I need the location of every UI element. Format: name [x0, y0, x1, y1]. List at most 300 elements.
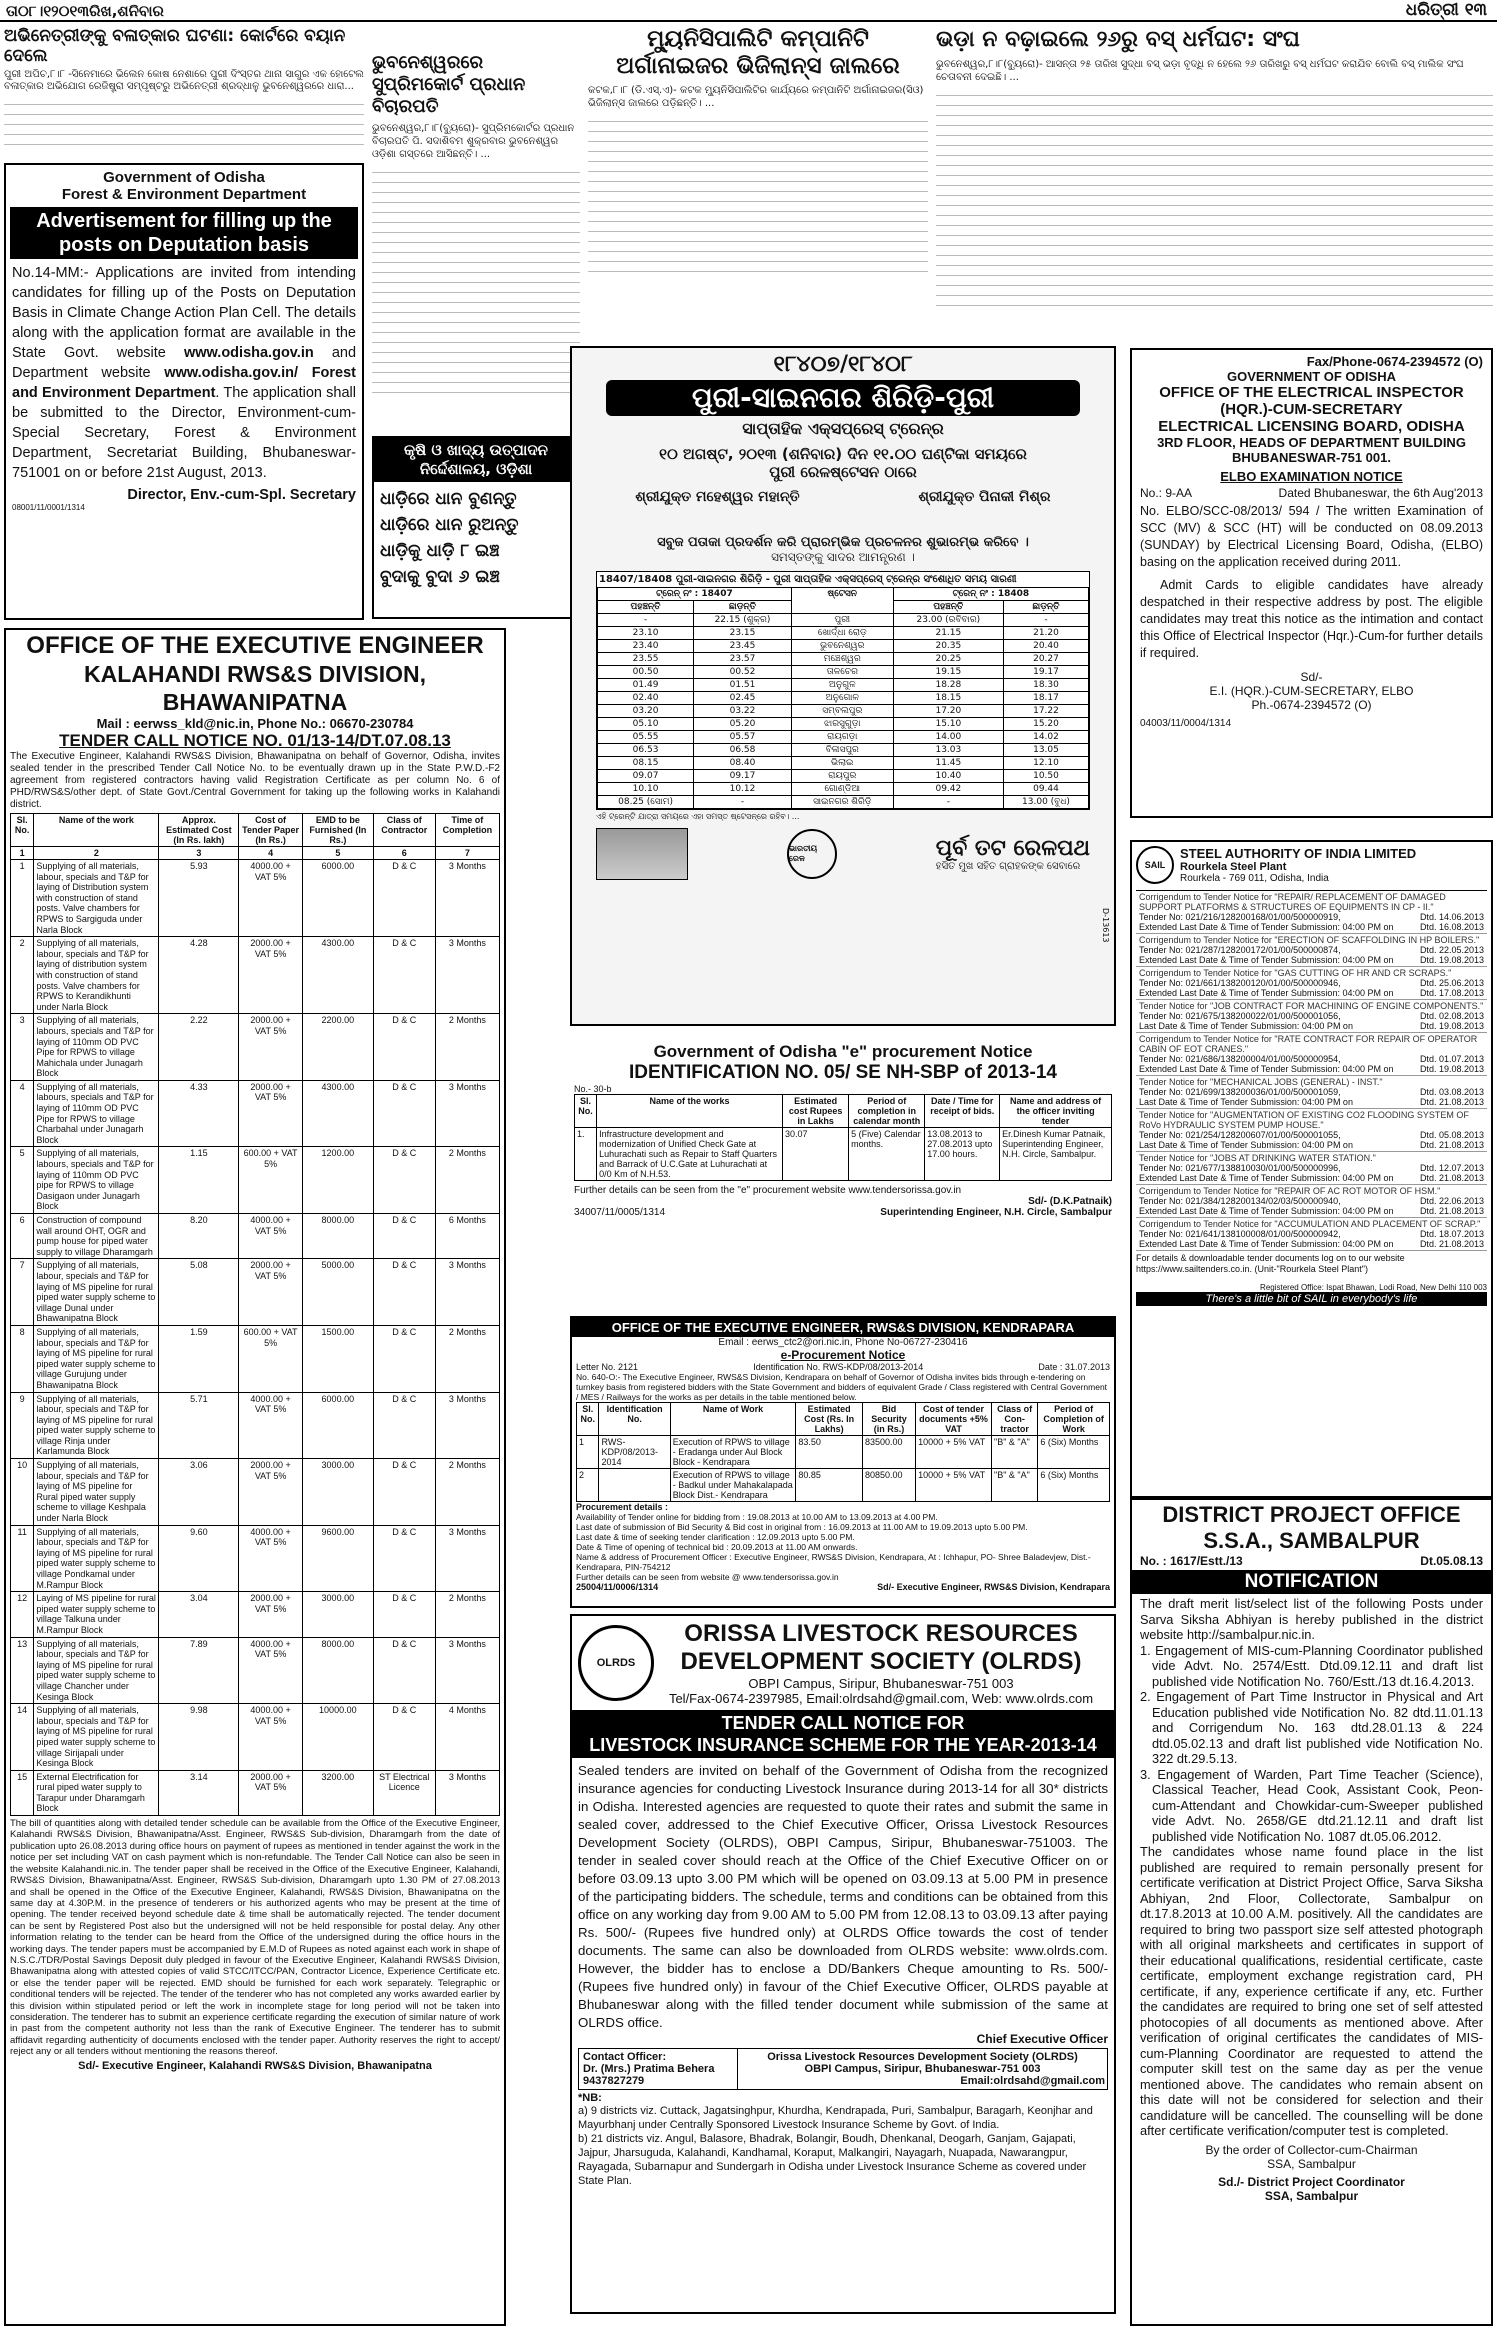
signature: Sd/- Executive Engineer, RWS&S Division, Kendrapara	[877, 1582, 1110, 1592]
timetable-cell: ରାୟପୁର	[791, 770, 893, 783]
table-cell: 2000.00 + VAT 5%	[239, 1459, 302, 1526]
tender-number: Tender No: 021/677/138810030/01/00/500000996,	[1139, 1163, 1341, 1173]
column-header: Identification No.	[599, 1403, 670, 1436]
ad-reference: D-13613	[1101, 908, 1110, 943]
table-cell: 2200.00	[302, 1014, 373, 1081]
timetable-cell: 20.27	[1003, 653, 1088, 666]
tender-body: Sealed tenders are invited on behalf of the Government of Odisha from the recognized insurance agencies for conducting Livestock Insurance during 2013-14 for all 30* districts in Odisha. Interested agencies are requested to quote their rates and submit the same in sealed cover, addressed to the Chief Executive Officer, Orissa Livestock Resources Development Society (OLRDS), OBPI Campus, Siripur, Bhubaneswar-751003. The tender in sealed cover should reach at the Office of the Chief Executive Officer on or before 03.09.13 upto 3.00 PM which will be opened on 03.09.13 at 5.00 PM in presence of the participating bidders. The schedule, terms and conditions can be obtained from this office on any working day from 9.00 AM to 5.00 PM from 12.08.13 to 03.09.13 after paying Rs. 500/- (Rupees five hundred only) at OLRDS Office towards the cost of tender documents. The same can also be downloaded from OLRDS website: www.olrds.com. However, the bidder has to enclose a DD/Bankers Cheque amounting to Rs. 500/- (Rupees five hundred only) in favour of the Chief Executive Officer, OLRDS payable at Bhubaneswar along with the filled tender document while submission of the same at OLRDS office.	[578, 1763, 1108, 2030]
eproc-table	[574, 1094, 1112, 1181]
contact-name: Dr. (Mrs.) Pratima Behera	[583, 2063, 715, 2075]
procurement-detail: Last date & time of seeking tender clarification : 12.09.2013 upto 5.00 PM.	[576, 1532, 855, 1542]
timetable-title: 18407/18408 ପୁରୀ-ସାଇନଗର ଶିରିଡ଼ି - ପୁରୀ ସାପ୍ତାହିକ ଏକ୍ସପ୍ରେସ୍ ଟ୍ରେନ୍ର ସଂଶୋଧିତ ସମୟ ସାରଣୀ	[599, 574, 1017, 585]
timetable-cell: 01.51	[694, 679, 792, 692]
timetable-cell: 05.57	[694, 731, 792, 744]
timetable-cell: 12.10	[1003, 757, 1088, 770]
train-numbers: ୧୮୪୦୭/୧୮୪୦୮	[773, 352, 913, 377]
timetable-cell: 23.10	[598, 627, 694, 640]
text-column	[588, 112, 928, 272]
table-cell: Execution of RPWS to village - Badkul under Mahakalapada Block Dist.- Kendrapara	[670, 1469, 796, 1502]
story-body: କଟକ,୮।୮ (ଡି.ଏସ୍.ଏ)- କଟକ ମ୍ୟୁନିସିପାଲିଟିର କାର୍ଯ୍ୟରେ କମ୍ପାନିଟି ଅର୍ଗାନାଇଜର(ସିଓ) ଭିଜିଲାନ୍ସ ଜାଲରେ ପଡ଼ିଛନ୍ତି। ...	[588, 85, 924, 109]
invitation: ସମସ୍ତଙ୍କୁ ସାଦର ଆମନ୍ତ୍ରଣ ।	[771, 550, 915, 564]
table-row	[11, 1080, 500, 1147]
sail-tender-item	[1136, 1185, 1487, 1218]
submission-date: Dtd. 19.08.2013	[1419, 1021, 1484, 1031]
table-cell: 2 Months	[435, 1325, 499, 1392]
office-name: OFFICE OF THE ELECTRICAL INSPECTOR	[1159, 384, 1464, 401]
identification-number: Identification No. RWS-KDP/08/2013-2014	[753, 1362, 924, 1372]
table-cell: 2000.00 + VAT 5%	[239, 1259, 302, 1326]
office-title-1: DISTRICT PROJECT OFFICE	[1162, 1502, 1461, 1527]
timetable-cell: 15.10	[893, 718, 1003, 731]
table-cell: 3 Months	[435, 1259, 499, 1326]
tender-date: Dtd. 22.06.2013	[1419, 1196, 1484, 1206]
procurement-detail: Further details can be seen from website @ www.tendersorissa.gov.in	[576, 1572, 839, 1582]
submission-label: Extended Last Date & Time of Tender Submission: 04:00 PM on	[1139, 955, 1394, 965]
tender-date: Dtd. 12.07.2013	[1419, 1163, 1484, 1173]
timetable-row	[598, 718, 1089, 731]
submission-date: Dtd. 21.08.2013	[1419, 1239, 1484, 1249]
table-cell: D & C	[373, 1525, 435, 1592]
table-cell: 6 (Six) Months	[1038, 1469, 1110, 1502]
timetable-row	[598, 679, 1089, 692]
table-cell: 4000.00 + VAT 5%	[239, 1525, 302, 1592]
table-cell: 4000.00 + VAT 5%	[239, 1704, 302, 1771]
table-row	[577, 1469, 1110, 1502]
timetable-cell: 23.55	[598, 653, 694, 666]
table-cell: 6 Months	[435, 1214, 499, 1259]
ad-government: Government of Odisha	[103, 169, 265, 186]
submission-label: Extended Last Date & Time of Tender Submission: 04:00 PM on	[1139, 1173, 1394, 1183]
sail-tender-item	[1136, 1218, 1487, 1251]
order-line-2: SSA, Sambalpur	[1267, 2156, 1356, 2171]
timetable-cell: ରାୟଗଡ଼ା	[791, 731, 893, 744]
timetable-row	[598, 796, 1089, 809]
sail-logo: SAIL	[1136, 846, 1174, 884]
company-name: STEEL AUTHORITY OF INDIA LIMITED	[1180, 846, 1417, 861]
timetable-cell: 18.30	[1003, 679, 1088, 692]
submission-label: Extended Last Date & Time of Tender Submission: 04:00 PM on	[1139, 1239, 1394, 1249]
notice-date: Dt.05.08.13	[1420, 1554, 1483, 1568]
tender-date: Dtd. 22.05.2013	[1419, 945, 1484, 955]
timetable-cell: -	[598, 614, 694, 627]
timetable-cell: ଝାରସୁଗୁଡ଼ା	[791, 718, 893, 731]
tender-date: Dtd. 02.08.2013	[1419, 1011, 1484, 1021]
timetable-cell: 13.03	[893, 744, 1003, 757]
tender-number: Tender No: 021/254/128200607/01/00/500001055,	[1139, 1130, 1341, 1140]
tender-date: Dtd. 05.08.2013	[1419, 1130, 1484, 1140]
table-cell: D & C	[373, 1147, 435, 1214]
signature: Sd/- (D.K.Patnaik)	[1028, 1196, 1112, 1207]
column-header: Cost of tender documents +5% VAT	[916, 1403, 992, 1436]
table-cell: 30.07	[783, 1128, 849, 1181]
table-cell: Supplying of all materials, labours, specials and T&P for laying of 110mm OD PVC pipe for RPWS to village Dasigaon under Junagarh Block	[34, 1147, 159, 1214]
timetable-cell: 15.20	[1003, 718, 1088, 731]
sail-tender-item	[1136, 934, 1487, 967]
plant-address: Rourkela - 769 011, Odisha, India	[1180, 873, 1329, 884]
timetable-row	[598, 614, 1089, 627]
timetable-cell: ଖୋର୍ଦ୍ଧା ରୋଡ଼	[791, 627, 893, 640]
table-cell: Supplying of all materials, labour, specials and T&P for laying of MS pipeline for Rural piped water supply scheme to village Keshpala under Narla Block	[34, 1459, 159, 1526]
timetable-cell: ଗୋଣ୍ଡିଆ	[791, 783, 893, 796]
table-row	[11, 1459, 500, 1526]
table-cell: D & C	[373, 1704, 435, 1771]
column-header: Class of Con-tractor	[992, 1403, 1038, 1436]
ad-body: No.14-MM:- Applications are invited from intending candidates for filling up of the Posts on Deputation Basis in Climate Change Action Plan Cell. The details along with the application format are available in the State Govt. website www.odisha.gov.in and Department website www.odisha.gov.in/ Forest and Environment Department. The application shall be submitted to the Director, Environment-cum-Special Secretary, Forest & Environment Department, Secretariat Building, Bhubaneswar-751001 on or before 21st August, 2013.	[12, 265, 357, 481]
submission-date: Dtd. 21.08.2013	[1419, 1097, 1484, 1107]
table-cell: 3000.00	[302, 1459, 373, 1526]
timetable-cell: 02.40	[598, 692, 694, 705]
headline: ଭଡ଼ା ନ ବଢ଼ାଇଲେ ୨୬ରୁ ବସ୍ ଧର୍ମଘଟ: ସଂଘ	[936, 27, 1300, 52]
train-inauguration-ad	[570, 346, 1116, 1026]
table-cell: 1.	[575, 1128, 597, 1181]
table-cell: D & C	[373, 1214, 435, 1259]
kalahandi-tender-table	[10, 813, 500, 1816]
column-header: EMD to be Furnished (In Rs.)	[302, 814, 373, 847]
agri-title: କୃଷି ଓ ଖାଦ୍ୟ ଉତ୍ପାଦନ	[404, 441, 548, 459]
post-item: 3. Engagement of Warden, Part Time Teacher (Science), Classical Teacher, Head Cook, Assistant Cook, Peon-cum-Attendant and Chowkidar-cum-Sweeper published vide Advt. No. 2658/GE dtd.21.12.11 and draft list published vide Notification No. 1087 dt.05.06.2012.	[1140, 1766, 1483, 1844]
tender-title: Corrigendum to Tender Notice for "RATE CONTRACT FOR REPAIR OF OPERATOR CABIN OF EOT CRANES."	[1139, 1034, 1478, 1054]
timetable-header-station: ଷ୍ଟେସନ	[791, 588, 893, 614]
table-row	[11, 1637, 500, 1704]
sail-tender-item	[1136, 1109, 1487, 1152]
table-cell: Supplying of all materials, labours, specials and T&P for laying of 110mm OD PVC Pipe for RPWS to village Charbahal under Junagarh Block	[34, 1080, 159, 1147]
column-header: Name and address of the officer inviting tender	[1000, 1095, 1112, 1128]
newspaper-name: ଧରିତ୍ରୀ ୧୩	[1405, 0, 1487, 20]
timetable-cell: 20.35	[893, 640, 1003, 653]
notice-body: No. 640-O:- The Executive Engineer, RWS&S Division, Kendrapara on behalf of Governor of Odisha invites bids through e-tendering on turnkey basis from registered bidders with the State Government and bidders of equivalent Grade / Class registered with Central Government / MES / Railways for the works as per details in the table mentioned below.	[576, 1372, 1108, 1402]
table-cell: 2 Months	[435, 1459, 499, 1526]
sail-tender-item	[1136, 1000, 1487, 1033]
table-row	[11, 1147, 500, 1214]
agri-slogan-3: ଧାଡ଼ିକୁ ଧାଡ଼ି ୮ ଇଞ୍ଚ	[380, 541, 500, 561]
table-cell: "B" & "A"	[992, 1469, 1038, 1502]
table-row	[577, 1436, 1110, 1469]
tender-number: Tender No: 021/216/128200168/01/00/500000919,	[1139, 912, 1341, 922]
submission-date: Dtd. 16.08.2013	[1419, 922, 1484, 932]
table-cell: 9.60	[159, 1525, 239, 1592]
table-cell: 5000.00	[302, 1259, 373, 1326]
kalahandi-tender-notice	[4, 628, 506, 2326]
table-cell: 3000.00	[302, 1592, 373, 1637]
table-cell: 9.98	[159, 1704, 239, 1771]
column-number: 2	[34, 847, 159, 860]
railway-tagline: ହସିତ ମୁଖ ସହିତ ଗ୍ରାହକଙ୍କ ସେବାରେ	[935, 861, 1081, 872]
signature-sd: Sd/-	[1300, 670, 1323, 684]
table-row	[11, 1259, 500, 1326]
table-cell: 3 Months	[435, 937, 499, 1014]
timetable-cell: 08.25 (ସୋମ)	[598, 796, 694, 809]
table-cell: 12	[11, 1592, 34, 1637]
timetable-row	[598, 783, 1089, 796]
column-number: 4	[239, 847, 302, 860]
story-body: ଭୁବନେଶ୍ୱର,୮।୮(ବ୍ୟୁରୋ)- ଆସନ୍ତା ୨୫ ତାରିଖ ସୁଦ୍ଧା ବସ୍ ଭଡ଼ା ବୃଦ୍ଧି ନ ହେଲେ ୨୬ ତାରିଖରୁ ବସ୍ ଧର୍ମଘଟ କରାଯିବ ବୋଲି ବସ୍ ମାଲିକ ସଂଘ ଚେତାବନୀ ଦେଇଛି। ...	[936, 59, 1464, 83]
notice-number: No. : 1617/Estt./13	[1140, 1554, 1243, 1568]
table-cell: 3 Months	[435, 1637, 499, 1704]
timetable-cell: 05.10	[598, 718, 694, 731]
website-link[interactable]: www.odisha.gov.in	[184, 345, 314, 361]
table-cell: 83500.00	[862, 1436, 915, 1469]
table-cell: 6000.00	[302, 860, 373, 937]
column-header: Name of Work	[670, 1403, 796, 1436]
table-cell: 6 (Six) Months	[1038, 1436, 1110, 1469]
timetable-cell: 23.15	[694, 627, 792, 640]
table-cell: 3 Months	[435, 1392, 499, 1459]
table-row	[11, 1770, 500, 1815]
submission-label: Extended Last Date & Time of Tender Submission: 04:00 PM on	[1139, 1206, 1394, 1216]
ad-signature: Director, Env.-cum-Spl. Secretary	[127, 487, 356, 503]
column-header: Name of the works	[597, 1095, 783, 1128]
table-cell: 10000 + 5% VAT	[916, 1469, 992, 1502]
column-header: Time of Completion	[435, 814, 499, 847]
news-story-bus-strike	[936, 26, 1493, 341]
signature-title: Superintending Engineer, N.H. Circle, Sambalpur	[880, 1207, 1112, 1218]
table-cell: Supplying of all materials, labour, specials and T&P for laying of MS pipeline for rural piped water supply scheme to village Dunal under Bhawanipatna Block	[34, 1259, 159, 1326]
event-datetime: ୧୦ ଅଗଷ୍ଟ, ୨୦୧୩ (ଶନିବାର) ଦିନ ୧୧.୦୦ ଘଣ୍ଟିକା ସମୟରେ	[659, 445, 1027, 463]
department-website-link[interactable]: www.odisha.gov.in/ Forest and Environment Department	[12, 365, 357, 401]
table-cell: 83.50	[796, 1436, 863, 1469]
timetable-cell: 00.50	[598, 666, 694, 679]
signature-2: SSA, Sambalpur	[1264, 2188, 1359, 2203]
timetable-cell: 18.28	[893, 679, 1003, 692]
h-arr: ପହଞ୍ଚନ୍ତି	[598, 601, 694, 614]
tender-number: Tender No: 021/675/138200022/01/00/500001056,	[1139, 1011, 1341, 1021]
timetable	[597, 587, 1089, 809]
notice-title: OFFICE OF THE EXECUTIVE ENGINEER, RWS&S DIVISION, KENDRAPARA	[572, 1318, 1114, 1337]
guest-1: ଶ୍ରୀଯୁକ୍ତ ମହେଶ୍ୱର ମହାନ୍ତି	[635, 489, 800, 505]
submission-label: Extended Last Date & Time of Tender Submission: 04:00 PM on	[1139, 1064, 1394, 1074]
table-cell: 10	[11, 1459, 34, 1526]
timetable-cell: 02.45	[694, 692, 792, 705]
ad-reference: 08001/11/0001/1314	[12, 503, 85, 512]
timetable-cell: ସାଇନଗର ଶିରିଡ଼ି	[791, 796, 893, 809]
agriculture-directorate-ad	[372, 436, 580, 619]
table-cell: 5.08	[159, 1259, 239, 1326]
timetable-cell: 11.45	[893, 757, 1003, 770]
timetable-cell: 03.20	[598, 705, 694, 718]
timetable-cell: 23.40	[598, 640, 694, 653]
table-row	[11, 1525, 500, 1592]
tender-number: Tender No: 021/699/138200036/01/00/500001059,	[1139, 1087, 1341, 1097]
table-cell: D & C	[373, 1080, 435, 1147]
table-cell: 2.22	[159, 1014, 239, 1081]
table-cell: 3.04	[159, 1592, 239, 1637]
page-header	[0, 0, 1497, 22]
table-cell: ST Electrical Licence	[373, 1770, 435, 1815]
tender-intro: The Executive Engineer, Kalahandi RWS&S Division, Bhawanipatna on behalf of Governor, Odisha, invites sealed tender in the prescribed Tender Call Notice No. to be eventually drawn up in the State P.W.D.-F2 agreement from registered contractors having valid Registration Certificate as per column No. 6 of PHD/RWS&S/other dept. of State Govt./Central Government for taking up the following works in Kalahandi district.	[10, 751, 500, 810]
timetable-cell: 10.12	[694, 783, 792, 796]
submission-date: Dtd. 21.08.2013	[1419, 1206, 1484, 1216]
timetable-cell: 09.07	[598, 770, 694, 783]
column-number: 1	[11, 847, 34, 860]
sail-tender-item	[1136, 1033, 1487, 1076]
procurement-detail: Date & Time of opening of technical bid : 20.09.2013 at 11.00 AM onwards.	[576, 1542, 858, 1552]
event-venue: ପୁରୀ ରେଳଷ୍ଟେସନ ଠାରେ	[769, 463, 917, 481]
tender-date: Dtd. 03.08.2013	[1419, 1087, 1484, 1097]
office-title-2: S.S.A., SAMBALPUR	[1203, 1528, 1420, 1553]
notice-identification: IDENTIFICATION NO. 05/ SE NH-SBP of 2013-14	[629, 1062, 1057, 1083]
timetable-cell: 20.25	[893, 653, 1003, 666]
table-cell: 3 Months	[435, 1525, 499, 1592]
tender-date: Dtd. 25.06.2013	[1419, 978, 1484, 988]
table-cell: Laying of MS pipeline for rural piped water supply scheme to village Talkuna under M.Rampur Block	[34, 1592, 159, 1637]
table-cell: Supplying of all materials, labours, specials and T&P for laying of 110mm OD PVC Pipe for RPWS to village Mahichala under Junagarh Block	[34, 1014, 159, 1081]
column-number: 6	[373, 847, 435, 860]
notice-body-2: Admit Cards to eligible candidates have already despatched in their respective address by post. The eligible candidates may treat this notice as the intimation and contact this Office of Electrical Inspector (Hqr.)-Cum-for further details if required.	[1140, 578, 1483, 660]
headline: ଅଭିନେତ୍ରୀଙ୍କୁ ବଳାତ୍କାର ଘଟଣା: କୋର୍ଟରେ ବୟାନ ଦେଲେ	[4, 26, 346, 66]
tender-date: Dtd. 01.07.2013	[1419, 1054, 1484, 1064]
timetable-cell: 13.00 (ବୁଧ)	[1003, 796, 1088, 809]
submission-date: Dtd. 19.08.2013	[1419, 1064, 1484, 1074]
timetable-cell: 10.50	[1003, 770, 1088, 783]
board-name: ELECTRICAL LICENSING BOARD, ODISHA	[1158, 418, 1465, 435]
kendrapara-eprocurement-notice	[570, 1316, 1116, 1608]
submission-label: Last Date & Time of Tender Submission: 04:00 PM on	[1139, 1097, 1353, 1107]
table-cell: Construction of compound wall around OHT, OGR and pump house for piped water supply to village Dharamgarh	[34, 1214, 159, 1259]
ad-reference: 25004/11/0006/1314	[576, 1582, 659, 1592]
timetable-cell: 09.42	[893, 783, 1003, 796]
column-header: Bid Security (in Rs.)	[862, 1403, 915, 1436]
signature: E.I. (HQR.)-CUM-SECRETARY, ELBO	[1209, 684, 1414, 698]
timetable-cell: ଭୁବନେଶ୍ୱର	[791, 640, 893, 653]
table-cell: D & C	[373, 1325, 435, 1392]
table-cell: 3.06	[159, 1459, 239, 1526]
news-story-chief-justice	[372, 52, 580, 432]
column-header: Estimated Cost (Rs. In Lakhs)	[796, 1403, 863, 1436]
text-column	[372, 163, 580, 393]
text-column	[936, 86, 1493, 306]
table-cell: D & C	[373, 937, 435, 1014]
table-cell: 2 Months	[435, 1147, 499, 1214]
h-dep: ଛାଡ଼ନ୍ତି	[694, 601, 792, 614]
agri-subtitle: ନିର୍ଦ୍ଦେଶାଳୟ, ଓଡ଼ିଶା	[419, 460, 533, 478]
notice-subtitle: e-Procurement Notice	[780, 1348, 906, 1362]
table-cell: 1.59	[159, 1325, 239, 1392]
table-cell: 5	[11, 1147, 34, 1214]
table-cell: Er.Dinesh Kumar Patnaik, Superintending Engineer, N.H. Circle, Sambalpur.	[1000, 1128, 1112, 1181]
procurement-detail: Last date of submission of Bid Security & Bid cost in original from : 16.09.2013 at 11.00 AM to 19.09.2013 upto 5.00 PM.	[576, 1522, 1028, 1532]
table-cell: 80850.00	[862, 1469, 915, 1502]
timetable-cell: 08.15	[598, 757, 694, 770]
timetable-cell: 21.15	[893, 627, 1003, 640]
table-cell: Supplying of all materials, labour, specials and T&P for laying of MS pipeline for rural piped water supply scheme to village Pondkamal under M.Rampur Block	[34, 1525, 159, 1592]
story-body: ପୁରୀ ଅପିଚ,୮।୮ -ସିନେମାରେ ଭିଲେନ କୋଷ ନେଶାରେ ପୁରୀ ଦିଂସ୍ତର ଥାନା ସାଗୁର ଏକ ହୋଟେଲ ବଳାତ୍କାର ଅଭିଯୋଗ ରେଜିଷ୍ଟ୍ରା ସମ୍ପୃଷ୍ଟରୁ ଅଭିନେତ୍ରୀ ଶ୍ରଦ୍ଧାଳୁ ଭୁବନେଶ୍ୱରରେ ଧାରା...	[4, 69, 364, 92]
column-header: Date / Time for receipt of bids.	[925, 1095, 1000, 1128]
agri-slogan-4: ବୁଦାକୁ ବୁଦା ୬ ଇଞ୍ଚ	[380, 567, 500, 587]
headline: ଭୁବନେଶ୍ୱରରେ ସୁପ୍ରିମକୋର୍ଟ ପ୍ରଧାନ ବିଚାରପତି	[372, 52, 526, 117]
table-cell: D & C	[373, 860, 435, 937]
column-number: 3	[159, 847, 239, 860]
forest-department-ad	[4, 163, 364, 620]
train-title: ପୁରୀ-ସାଇନଗର ଶିରିଡ଼ି-ପୁରୀ	[606, 380, 1080, 416]
tender-number: Tender No: 021/661/138200120/01/00/500000946,	[1139, 978, 1341, 988]
table-cell: D & C	[373, 1259, 435, 1326]
table-cell: 3	[11, 1014, 34, 1081]
tender-number: Tender No: 021/287/128200172/01/00/500000874,	[1139, 945, 1341, 955]
table-cell: 600.00 + VAT 5%	[239, 1147, 302, 1214]
timetable-cell: 05.20	[694, 718, 792, 731]
org-contact: Tel/Fax-0674-2397985, Email:olrdsahd@gmail.com, Web: www.olrds.com	[668, 1691, 1094, 1706]
order-line: By the order of Collector-cum-Chairman	[1205, 2142, 1418, 2157]
org-title-1: ORISSA LIVESTOCK RESOURCES	[684, 1620, 1078, 1647]
timetable-cell: 17.20	[893, 705, 1003, 718]
table-cell: 8.20	[159, 1214, 239, 1259]
train-subtitle: ସାପ୍ତାହିକ ଏକ୍ସପ୍ରେସ୍ ଟ୍ରେନ୍‌ର	[742, 419, 944, 438]
fax-phone: Fax/Phone-0674-2394572 (O)	[1306, 354, 1483, 369]
table-cell: 8000.00	[302, 1214, 373, 1259]
indian-railways-logo: ଭାରତୀୟ ରେଳ	[787, 829, 837, 879]
column-header: Approx. Estimated Cost (In Rs. lakh)	[159, 814, 239, 847]
submission-label: Last Date & Time of Tender Submission: 04:00 PM on	[1139, 1021, 1353, 1031]
column-header: Estimated cost Rupees in Lakhs	[783, 1095, 849, 1128]
tender-title: Corrigendum to Tender Notice for "GAS CUTTING OF HR AND CR SCRAPS."	[1139, 968, 1452, 978]
table-cell: Supplying of all materials, labour, specials and T&P for laying of Distribution system with construction of stand posts. Valve chambers for RPWS to Sargiguda under Narla Block	[34, 860, 159, 937]
timetable-cell: 13.05	[1003, 744, 1088, 757]
timetable-cell: ଅନୁଗୋଳ	[791, 692, 893, 705]
submission-label: Last Date & Time of Tender Submission: 04:00 PM on	[1139, 1140, 1353, 1150]
ad-department: Forest & Environment Department	[61, 186, 307, 203]
submission-date: Dtd. 21.08.2013	[1419, 1173, 1484, 1183]
table-row	[11, 1704, 500, 1771]
story-body: ଭୁବନେଶ୍ୱର,୮।୮(ବ୍ୟୁରୋ)- ସୁପ୍ରିମକୋର୍ଟର ପ୍ରଧାନ ବିଚାରପତି ପି. ସଦାଶିବମ ଶୁକ୍ରବାର ଭୁବନେଶ୍ୱର ଓଡ଼ିଶା ଗସ୍ତରେ ଆସିଛନ୍ତି। ...	[372, 123, 575, 160]
registered-office: Registered Office: Ispat Bhawan, Lodi Road, New Delhi 110 003	[1260, 1283, 1487, 1292]
column-header: Sl. No.	[577, 1403, 599, 1436]
table-cell: 80.85	[796, 1469, 863, 1502]
timetable-cell: -	[694, 796, 792, 809]
nb-b: b) 21 districts viz. Angul, Balasore, Bhadrak, Bolangir, Boudh, Dhenkanal, Deogarh, Ganjam, Gajapati, Jajpur, Jharsuguda, Kalahandi, Kandhamal, Koraput, Malkangiri, Nayagarh, Nuapada, Nawarangpur, Rayagada, Subarnapur and Sundergarh in Odisha under Livestock Insurance Scheme as covered under State Plan.	[578, 2133, 1087, 2187]
notice-number: No.- 30-b	[574, 1084, 612, 1094]
timetable-cell: ବିଳାସପୁର	[791, 744, 893, 757]
ad-reference: 04003/11/0004/1314	[1140, 718, 1232, 729]
signature: Sd./- District Project Coordinator	[1218, 2174, 1405, 2189]
table-row	[11, 1592, 500, 1637]
timetable-cell: 23.57	[694, 653, 792, 666]
submission-date: Dtd. 19.08.2013	[1419, 955, 1484, 965]
timetable-cell: 19.17	[1003, 666, 1088, 679]
table-cell: 4000.00 + VAT 5%	[239, 1214, 302, 1259]
timetable-cell: 18.17	[1003, 692, 1088, 705]
table-cell: 9600.00	[302, 1525, 373, 1592]
table-cell: 2000.00 + VAT 5%	[239, 1592, 302, 1637]
timetable-cell: 18.15	[893, 692, 1003, 705]
timetable-row	[598, 692, 1089, 705]
table-cell: Supplying of all materials, labour, specials and T&P for laying of distribution system with construction of stand posts. Valve chambers for RPWS to Kerandikhunti under Narla Block	[34, 937, 159, 1014]
notice-body: The candidates whose name found place in the list published are required to remain personally present for certificate verification at District Project Office, Sarva Siksha Abhiyan, 2nd Floor, Collectorate, Sambalpur on dt.17.8.2013 at 10.00 A.M. positively. All the candidates are required to bring two passport size self attested photograph with all original marksheets and certificates in support of their educational qualifications, residential certificate, caste certificate, employment exchange registration card, PH certificate, if any, experience certificate if any, etc. Further the candidates are required to bring one set of self attested photocopies of all documents as mentioned above. After verification of original certificates the candidates of MIS-cum-Planning Coordinator are requested to attend the computer skill test on the same day as per the venue mentioned above. The candidates who remain absent on this date will not be considered for selection and their candidature will be cancelled. The counselling will be done after certificate verification/computer test is completed.	[1140, 1844, 1483, 2138]
tender-date: Dtd. 14.06.2013	[1419, 912, 1484, 922]
timetable-row	[598, 757, 1089, 770]
table-cell: 1	[577, 1436, 599, 1469]
table-cell: 4 Months	[435, 1704, 499, 1771]
plant-name: Rourkela Steel Plant	[1180, 861, 1287, 873]
procurement-title: Procurement details :	[576, 1502, 669, 1512]
column-header: Name of the work	[34, 814, 159, 847]
news-story-vigilance	[588, 26, 928, 341]
timetable-cell: 19.15	[893, 666, 1003, 679]
agri-slogan-1: ଧାଡ଼ିରେ ଧାନ ବୁଣନ୍ତୁ	[380, 489, 517, 509]
table-cell: 10000 + 5% VAT	[916, 1436, 992, 1469]
submission-label: Extended Last Date & Time of Tender Submission: 04:00 PM on	[1139, 922, 1394, 932]
table-cell: 1500.00	[302, 1325, 373, 1392]
timetable-cell: 03.22	[694, 705, 792, 718]
timetable-cell: 17.22	[1003, 705, 1088, 718]
table-cell: 3 Months	[435, 1770, 499, 1815]
timetable-row	[598, 640, 1089, 653]
table-cell: 2000.00 + VAT 5%	[239, 1080, 302, 1147]
org-address: OBPI Campus, Siripur, Bhubaneswar-751 003	[804, 2063, 1041, 2075]
table-cell: 11	[11, 1525, 34, 1592]
ceo-signature: Chief Executive Officer	[976, 2032, 1108, 2046]
tender-number: Tender No: 021/384/128200134/02/03/500000940,	[1139, 1196, 1341, 1206]
contact-phone: 9437827279	[583, 2075, 645, 2087]
